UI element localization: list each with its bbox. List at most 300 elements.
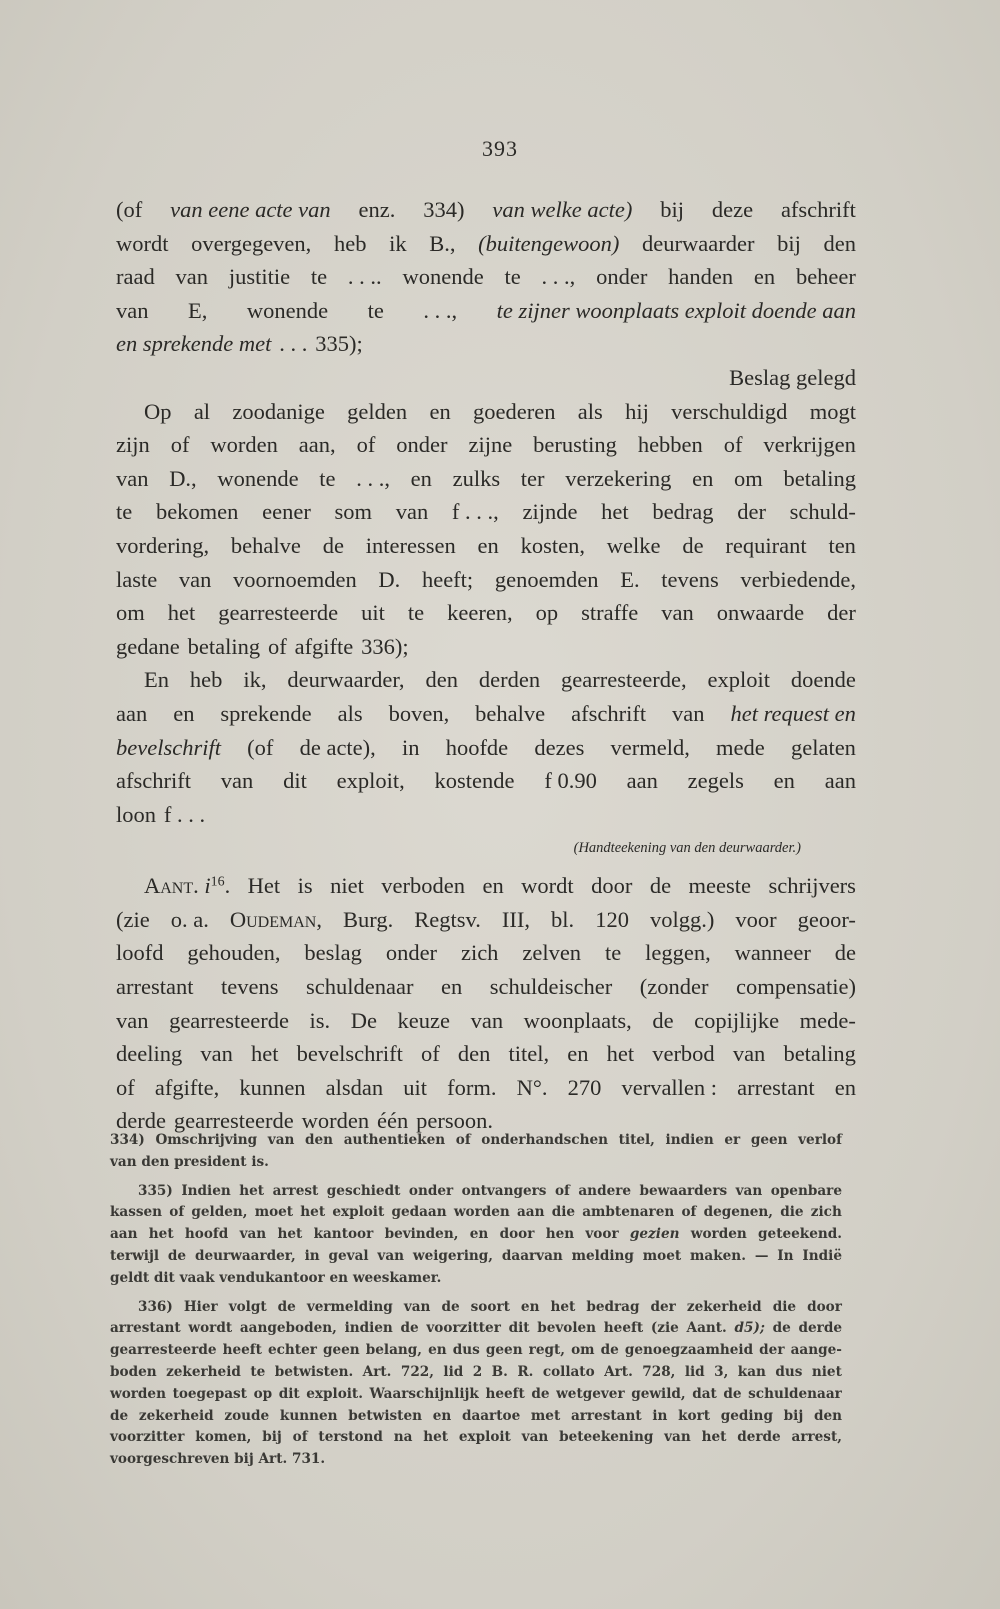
word: worden: [210, 432, 278, 458]
word: is.: [309, 1007, 331, 1033]
word: of: [267, 633, 287, 659]
word: vaak: [179, 1269, 215, 1286]
text-line: [116, 936, 856, 970]
word: Omschrijving: [155, 1132, 258, 1148]
word: de: [682, 532, 704, 558]
word: bekomen: [155, 499, 239, 525]
word: mede: [716, 734, 765, 760]
page-number: 393: [482, 136, 518, 161]
word: gedane: [116, 633, 180, 659]
word: schuldeischer: [489, 974, 613, 1000]
word: N°.: [516, 1074, 548, 1100]
word: mogt: [809, 398, 856, 424]
word: Art.: [258, 1451, 288, 1468]
word: den: [141, 1153, 170, 1170]
text-line: [116, 731, 856, 765]
word: terstond: [318, 1429, 383, 1446]
word: en: [469, 1226, 489, 1243]
word: de: [649, 873, 672, 899]
word: D.: [378, 566, 401, 592]
word: 120: [595, 906, 629, 932]
word: het: [148, 1226, 174, 1243]
word: bij: [262, 1429, 282, 1446]
word: niet: [330, 873, 364, 899]
word: het: [606, 1041, 635, 1067]
signature-text: (Handteekening van den deurwaarder.): [573, 840, 801, 857]
word: van: [661, 600, 694, 626]
word: deurwaarder: [642, 230, 755, 256]
word: van: [116, 297, 149, 323]
text-line: [116, 1071, 856, 1105]
word: der: [759, 1342, 785, 1359]
word: door: [807, 1298, 842, 1315]
text-line: [110, 1268, 842, 1290]
word: compensatie): [736, 974, 856, 1000]
word: titel,: [618, 1132, 655, 1148]
word: Burg.: [342, 906, 394, 932]
word: volgg.): [649, 906, 715, 932]
word: betaling: [783, 465, 856, 491]
word: van: [239, 1226, 267, 1243]
word: van: [175, 264, 209, 290]
word: verkrijgen: [763, 432, 856, 458]
text-line: [110, 1181, 842, 1203]
word: beheer: [795, 264, 856, 290]
text-line: [116, 227, 856, 261]
word: kantoor: [313, 1226, 374, 1243]
word: en: [428, 1342, 447, 1359]
word: de: [167, 1247, 187, 1264]
word: gelden,: [191, 1204, 248, 1221]
word: het request en: [730, 700, 856, 726]
word: aan: [110, 1226, 138, 1243]
word: kassen: [110, 1204, 163, 1221]
word: onderhandschen: [481, 1132, 608, 1148]
word: en: [834, 1074, 856, 1100]
word: is: [297, 873, 313, 899]
word: soort: [470, 1298, 510, 1315]
word: kan: [737, 1363, 766, 1380]
word: van: [267, 1132, 295, 1148]
word: heeft: [485, 1385, 525, 1402]
word: na: [393, 1429, 413, 1446]
word: arrestant: [110, 1320, 181, 1337]
word: (of: [116, 197, 143, 222]
word: niet: [811, 1363, 842, 1380]
word: vermelding: [306, 1298, 393, 1315]
word: komen,: [195, 1429, 252, 1446]
text-line: [116, 798, 856, 832]
word: 336): [138, 1298, 173, 1315]
word: form.: [447, 1074, 497, 1100]
word: indien: [665, 1132, 714, 1148]
word: mede-: [799, 1007, 856, 1033]
word: afschrift: [571, 700, 647, 726]
word: betaling: [783, 1041, 856, 1067]
word: moet: [642, 1247, 682, 1264]
word: het: [300, 1204, 326, 1221]
word: hij: [625, 398, 649, 424]
annotation-label: Aant. $i^{16}$.: [144, 873, 231, 899]
annotation-label-text: Aant.: [144, 873, 205, 899]
word: 2: [472, 1363, 483, 1380]
word: 334): [110, 1132, 145, 1148]
word: exploit: [332, 1204, 385, 1221]
word: som: [334, 499, 373, 525]
word: ter: [520, 465, 545, 491]
word: het: [550, 1298, 576, 1315]
text-line: [116, 495, 856, 529]
word: requirant: [725, 532, 807, 558]
word: Aant.: [686, 1320, 727, 1337]
text-line: [116, 663, 856, 697]
word: en: [410, 465, 432, 491]
word: geen: [485, 1342, 523, 1359]
word: geval: [328, 1247, 369, 1264]
word: onwaarde: [716, 600, 805, 626]
word: ik,: [243, 667, 267, 693]
word: van: [664, 1429, 691, 1446]
word: zekerheid: [686, 1298, 762, 1315]
word: schrijvers: [768, 873, 856, 899]
word: vendukantoor: [219, 1269, 325, 1286]
word: . . .,: [423, 297, 458, 323]
word: den: [457, 1041, 491, 1067]
word: echter: [267, 1342, 317, 1359]
text-line: [110, 1130, 842, 1152]
word: is.: [251, 1153, 269, 1170]
word: boven,: [388, 700, 450, 726]
text-line: [116, 596, 856, 630]
word: schuldenaar: [748, 1385, 842, 1402]
text-line: [110, 1297, 842, 1319]
word: Waarschijnlijk: [369, 1385, 479, 1402]
word: worden: [690, 1226, 747, 1243]
word: heeft: [603, 1320, 644, 1337]
word: hoofd: [184, 1226, 229, 1243]
word: en: [773, 768, 795, 794]
word: geschiedt: [326, 1182, 401, 1199]
word: belang,: [365, 1342, 423, 1359]
word: wetgever: [556, 1385, 625, 1402]
word: gelden: [347, 398, 408, 424]
word: met: [530, 1407, 561, 1424]
word: van: [220, 768, 254, 794]
word: weigering,: [412, 1247, 494, 1264]
word: in: [401, 734, 420, 760]
word: van: [116, 1007, 149, 1033]
word: bevolen: [537, 1320, 597, 1337]
word: dit: [283, 768, 307, 794]
word: boden: [110, 1363, 157, 1380]
word: wonende: [246, 297, 329, 323]
word: aan: [116, 700, 148, 726]
word: exploit: [458, 1429, 511, 1446]
word: betwisten.: [274, 1363, 354, 1380]
word: wonende: [402, 264, 484, 290]
word: aan: [824, 768, 856, 794]
word: den: [823, 230, 856, 256]
text-line: [116, 193, 856, 227]
word: heeft;: [421, 566, 474, 592]
annotation-sup: 16: [210, 874, 225, 890]
word: de: [441, 1298, 460, 1315]
word: deurwaarder,: [287, 667, 405, 693]
word: betaling: [187, 633, 261, 659]
word: de: [652, 1007, 674, 1033]
text-line: [110, 1246, 842, 1268]
word: 270: [567, 1074, 602, 1100]
word: schuld-: [789, 499, 856, 525]
text-line: [110, 1202, 842, 1224]
word: ambtenaren: [582, 1204, 675, 1221]
word: dat: [692, 1385, 717, 1402]
word: en: [520, 1298, 540, 1315]
word: om: [734, 465, 763, 491]
word: Indië: [802, 1247, 842, 1264]
word: d5);: [734, 1320, 765, 1337]
word: der: [737, 499, 766, 525]
text-line: [116, 327, 856, 361]
word: de: [600, 1342, 619, 1359]
word: of: [116, 1074, 135, 1100]
body-text: [116, 193, 856, 1138]
word: als: [577, 398, 603, 424]
word: voor: [735, 906, 777, 932]
footnote-gap: [110, 1290, 842, 1297]
word: al: [193, 398, 211, 424]
word: en: [567, 1041, 589, 1067]
word: onder: [596, 264, 648, 290]
word: den: [813, 1407, 842, 1424]
word: de: [772, 1320, 791, 1337]
text-line: [110, 1384, 842, 1406]
word: ontvangers: [461, 1182, 547, 1199]
word: 3,: [714, 1363, 729, 1380]
word: dus: [775, 1363, 803, 1380]
text-line: [110, 1318, 842, 1340]
word: geen: [322, 1342, 360, 1359]
word: In: [777, 1247, 794, 1264]
word: bij: [660, 197, 684, 222]
word: arrestant: [737, 1074, 815, 1100]
text-line: [116, 260, 856, 294]
word: dezes: [534, 734, 585, 760]
word: bij: [234, 1451, 254, 1468]
word: . . .,: [541, 264, 576, 290]
word: bevinden,: [384, 1226, 459, 1243]
word: terwijl: [110, 1247, 160, 1264]
word: ten: [828, 532, 856, 558]
word: en: [432, 1407, 452, 1424]
word: Hier: [183, 1298, 218, 1315]
word: en: [477, 532, 499, 558]
word: der: [827, 600, 856, 626]
annotation-number: i: [204, 873, 211, 899]
word: bl.: [551, 906, 575, 932]
word: gelaten: [790, 734, 856, 760]
word: van: [116, 465, 149, 491]
word: gearresteerde: [169, 1007, 289, 1033]
text-line: [116, 395, 856, 429]
word: te: [310, 264, 328, 290]
word: indien: [344, 1320, 393, 1337]
word: moet: [254, 1204, 294, 1221]
word: het: [239, 1182, 265, 1199]
word: het: [277, 1226, 303, 1243]
word: op: [535, 600, 559, 626]
word: —: [754, 1247, 769, 1264]
word: bevelschrift: [296, 1041, 403, 1067]
word: de: [531, 1385, 550, 1402]
word: der: [650, 1298, 676, 1315]
text-line: [110, 1340, 842, 1362]
word: gearresteerde: [218, 600, 339, 626]
word: bedrag: [652, 499, 714, 525]
word: aange-: [790, 1342, 842, 1359]
word: tevens: [661, 566, 719, 592]
word: genoemden: [494, 566, 599, 592]
word: Oudeman,: [229, 906, 322, 932]
word: voorzitter: [426, 1320, 501, 1337]
word: bedrag: [586, 1298, 640, 1315]
word: aangeboden,: [239, 1320, 337, 1337]
word: te: [504, 264, 521, 290]
word: keeren,: [447, 600, 513, 626]
word: degenen,: [703, 1204, 774, 1221]
word: Het: [247, 873, 281, 899]
word: En: [144, 667, 169, 693]
text-line: [110, 1224, 842, 1246]
word: overgegeven,: [191, 230, 312, 256]
word: alsdan: [325, 1074, 384, 1100]
word: van: [672, 700, 705, 726]
text-line: [116, 697, 856, 731]
word: zijne: [468, 432, 513, 458]
word: dit: [508, 1320, 530, 1337]
word: meeste: [688, 873, 751, 899]
word: melding: [571, 1247, 634, 1264]
word: . . .,: [356, 465, 390, 491]
word: aan: [517, 1204, 545, 1221]
word: enz.: [358, 197, 396, 222]
word: andere: [578, 1182, 632, 1199]
word: en: [429, 398, 451, 424]
word: daartoe: [461, 1407, 521, 1424]
word: interessen: [365, 532, 456, 558]
word: om: [571, 1342, 595, 1359]
word: onder: [408, 1182, 454, 1199]
word: en: [173, 700, 195, 726]
word: doende: [790, 667, 856, 693]
word: wordt: [116, 230, 169, 256]
text-line: [110, 1406, 842, 1428]
word: het: [601, 499, 629, 525]
word: verbiedende,: [740, 566, 856, 592]
word: of: [169, 1204, 185, 1221]
word: derden: [478, 667, 541, 693]
word: gewild,: [631, 1385, 686, 1402]
word: ik: [389, 230, 407, 256]
word: of: [292, 1429, 308, 1446]
word: uit: [361, 600, 385, 626]
word: . . ..: [347, 264, 382, 290]
text-line: [116, 869, 856, 903]
word: behalve: [475, 700, 546, 726]
word: aan: [626, 768, 658, 794]
word: zekerheid: [138, 1407, 214, 1424]
word: o. a.: [170, 906, 209, 932]
word: kort: [678, 1407, 711, 1424]
signature-line: [116, 831, 856, 869]
word: wordt: [188, 1320, 233, 1337]
word: kunnen: [239, 1074, 306, 1100]
word: 335): [138, 1182, 173, 1199]
word: exploit.: [306, 1385, 363, 1402]
word: zelven: [522, 940, 582, 966]
word: of: [170, 432, 190, 458]
word: van: [521, 1429, 549, 1446]
word: D.,: [169, 465, 197, 491]
word: geoor-: [797, 906, 856, 932]
word: of: [554, 1182, 570, 1199]
word: van: [470, 1007, 504, 1033]
word: of: [681, 1204, 697, 1221]
word: titel,: [508, 1041, 550, 1067]
word: van: [735, 1182, 763, 1199]
word: heb: [189, 667, 223, 693]
word: zegels: [687, 768, 744, 794]
word: berusting: [533, 432, 617, 458]
word: vermeld,: [610, 734, 690, 760]
word: gearresteerde,: [561, 667, 687, 693]
word: verzekering: [565, 465, 672, 491]
word: Art.: [362, 1363, 392, 1380]
word: en: [482, 873, 504, 899]
word: kunnen: [279, 1407, 338, 1424]
word: Regtsv.: [414, 906, 481, 932]
word: f . . .,: [451, 499, 499, 525]
word: uit: [403, 1074, 428, 1100]
word: (zie: [116, 906, 150, 932]
word: beslag: [304, 940, 362, 966]
text-line: [116, 428, 856, 462]
word: den: [305, 1132, 334, 1148]
word: De: [350, 1007, 377, 1033]
word: 335);: [315, 331, 363, 357]
word: 722,: [400, 1363, 434, 1380]
word: bij: [783, 1407, 804, 1424]
word: van: [178, 566, 212, 592]
word: collato: [542, 1363, 595, 1380]
word: toegepast: [172, 1385, 247, 1402]
text-line: [116, 529, 856, 563]
word: derde: [116, 1108, 166, 1134]
word: op: [253, 1385, 273, 1402]
word: welke: [606, 532, 661, 558]
word: het: [167, 600, 196, 626]
word: voornoemden: [233, 566, 357, 592]
word: laste: [116, 566, 158, 592]
word: de: [277, 1298, 296, 1315]
word: hebben: [637, 432, 703, 458]
word: zijnde: [522, 499, 578, 525]
word: de: [322, 532, 344, 558]
word: afschrift: [780, 197, 856, 222]
word: f . . .: [163, 801, 206, 827]
word: er: [724, 1132, 741, 1148]
word: E,: [188, 297, 208, 323]
